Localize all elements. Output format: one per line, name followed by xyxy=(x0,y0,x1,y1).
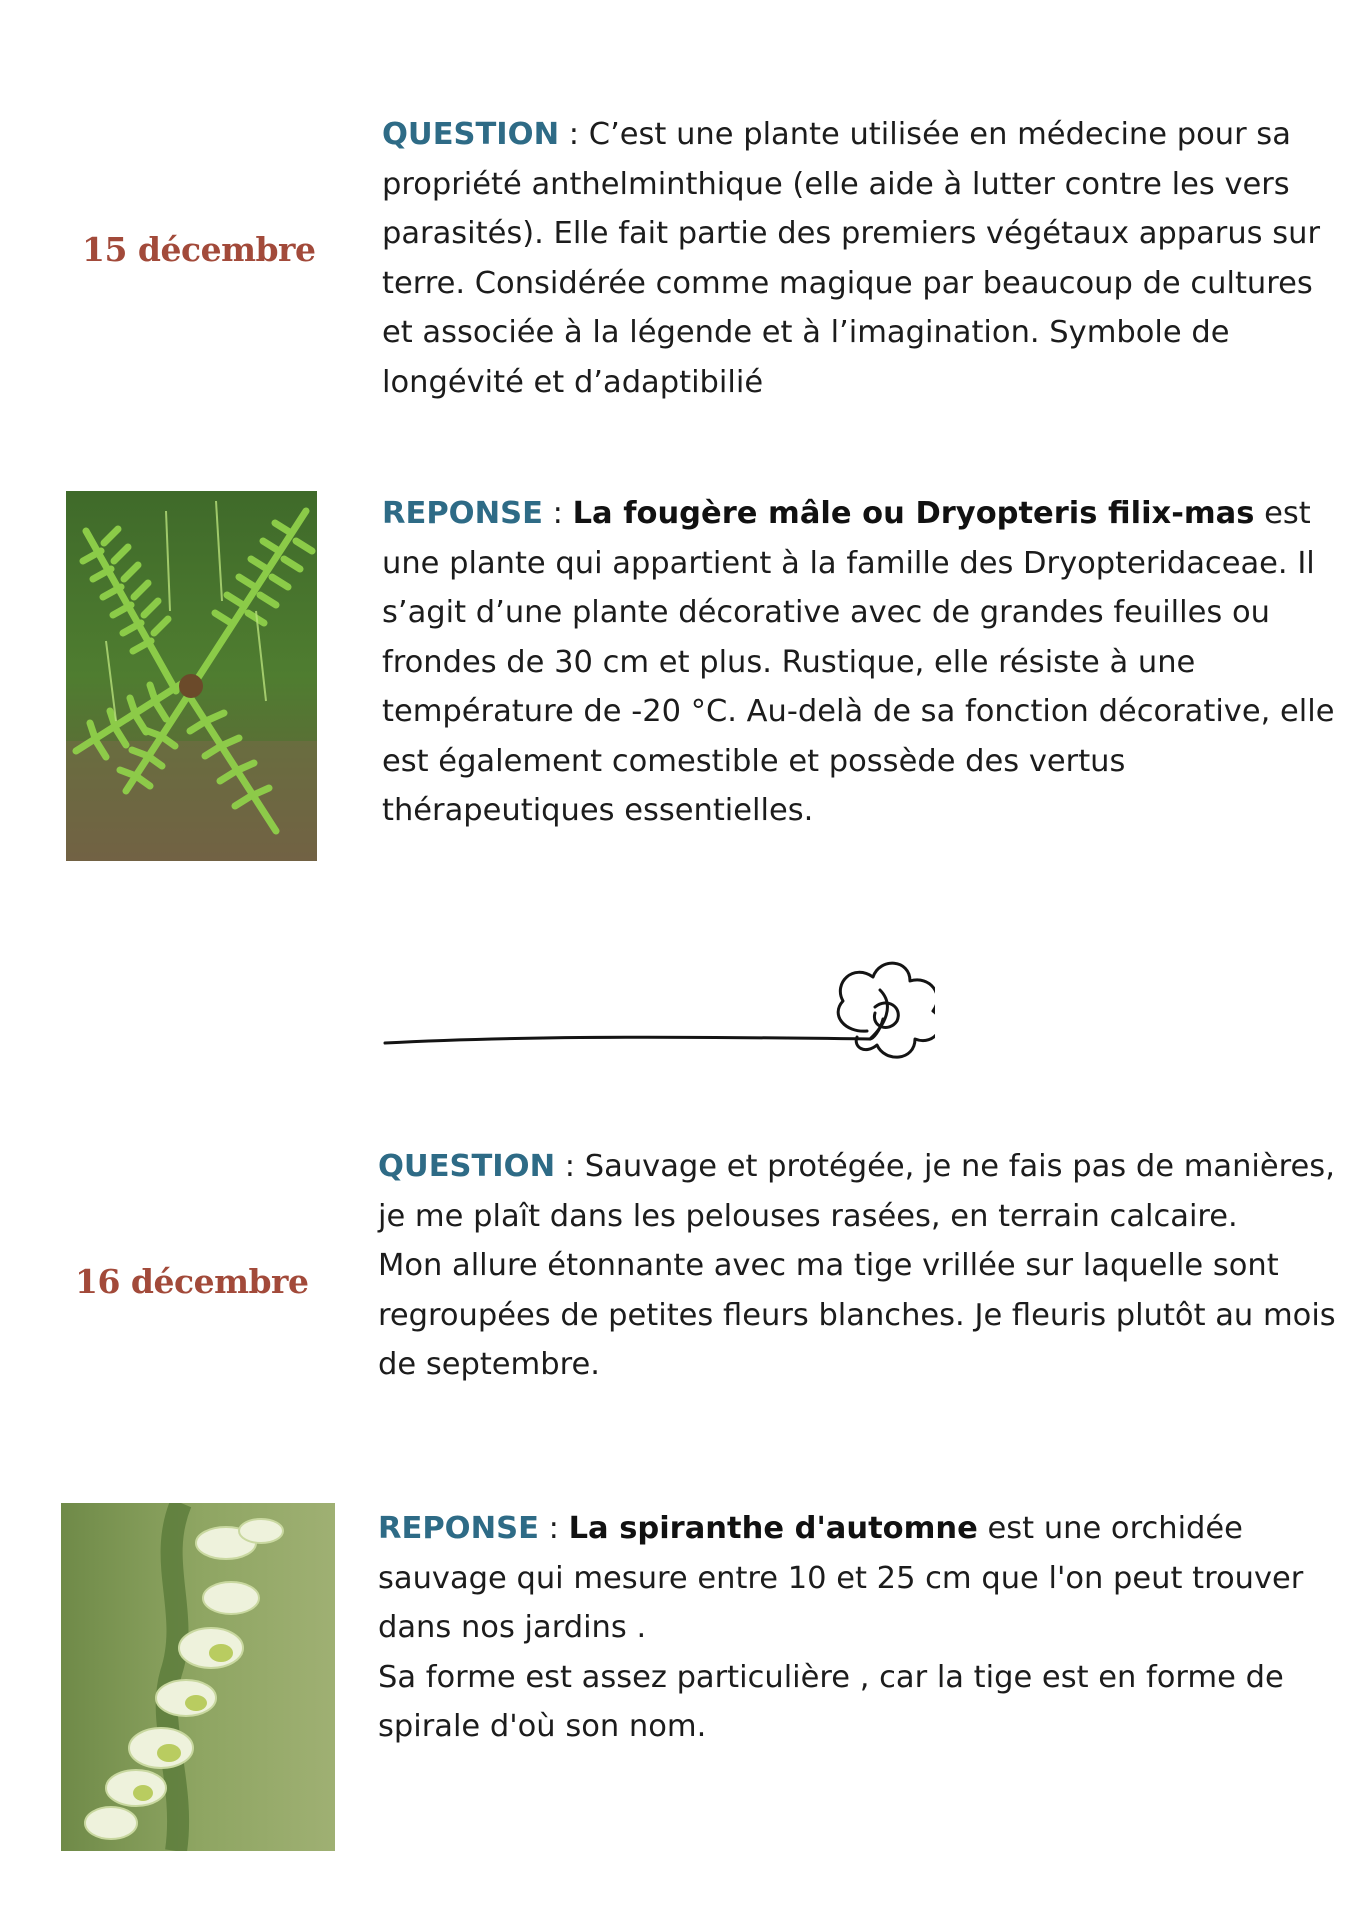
question-2-line-1 xyxy=(378,1142,1338,1241)
question-text: C’est une plante utilisée en médecine pour sa propriété anthelminthique (elle aide à lutter contre les vers parasités). Elle fait partie des premiers végétaux apparus sur terre. Considérée comme magique par beaucoup de cultures et associée à la légende et à l’imagination. Symbole de longévité et d’adaptibilié xyxy=(382,117,1321,400)
answer-1 xyxy=(382,489,1342,836)
answer-text: est une orchidée sauvage qui mesure entre 10 et 25 cm que l'on peut trouver dans nos jardins . xyxy=(378,1511,1304,1645)
orchid-image xyxy=(61,1503,335,1851)
fern-photo xyxy=(66,491,317,861)
orchid-photo xyxy=(61,1503,335,1851)
date-16-decembre: 16 décembre xyxy=(75,1262,309,1301)
answer-plant-name: La spiranthe d'automne xyxy=(568,1511,978,1546)
question-2-line-2: Mon allure étonnante avec ma tige vrillée sur laquelle sont regroupées de petites fleurs blanches. Je fleuris plutôt au mois de septembre. xyxy=(378,1248,1336,1382)
flower-doodle-icon xyxy=(375,935,935,1075)
answer-2 xyxy=(378,1504,1338,1752)
question-separator: : xyxy=(559,117,589,152)
fern-image xyxy=(66,491,317,861)
answer-plant-name: La fougère mâle ou Dryopteris filix-mas xyxy=(572,496,1255,531)
answer-separator: : xyxy=(538,1511,569,1546)
answer-2-line-2: Sa forme est assez particulière , car la tige est en forme de spirale d'où son nom. xyxy=(378,1659,1284,1744)
answer-text: est une plante qui appartient à la famille des Dryopteridaceae. Il s’agit d’une plante décorative avec de grandes feuilles ou frondes de 30 cm et plus. Rustique, elle résiste à une température de -20 °C. Au-delà de sa fonction décorative, elle est également comestible et possède des vertus thérapeutiques essentielles. xyxy=(382,496,1335,828)
question-label: QUESTION xyxy=(378,1149,556,1184)
question-label: QUESTION xyxy=(382,117,560,152)
question-text: Sauvage et protégée, je ne fais pas de manières, je me plaît dans les pelouses rasées, en terrain calcaire. xyxy=(378,1149,1335,1234)
answer-label: REPONSE xyxy=(382,496,543,531)
date-15-decembre: 15 décembre xyxy=(82,230,316,269)
question-separator: : xyxy=(555,1149,585,1184)
answer-separator: : xyxy=(542,496,573,531)
question-2 xyxy=(378,1142,1338,1390)
answer-label: REPONSE xyxy=(378,1511,539,1546)
question-1 xyxy=(382,110,1342,407)
answer-2-line-1 xyxy=(378,1504,1338,1653)
